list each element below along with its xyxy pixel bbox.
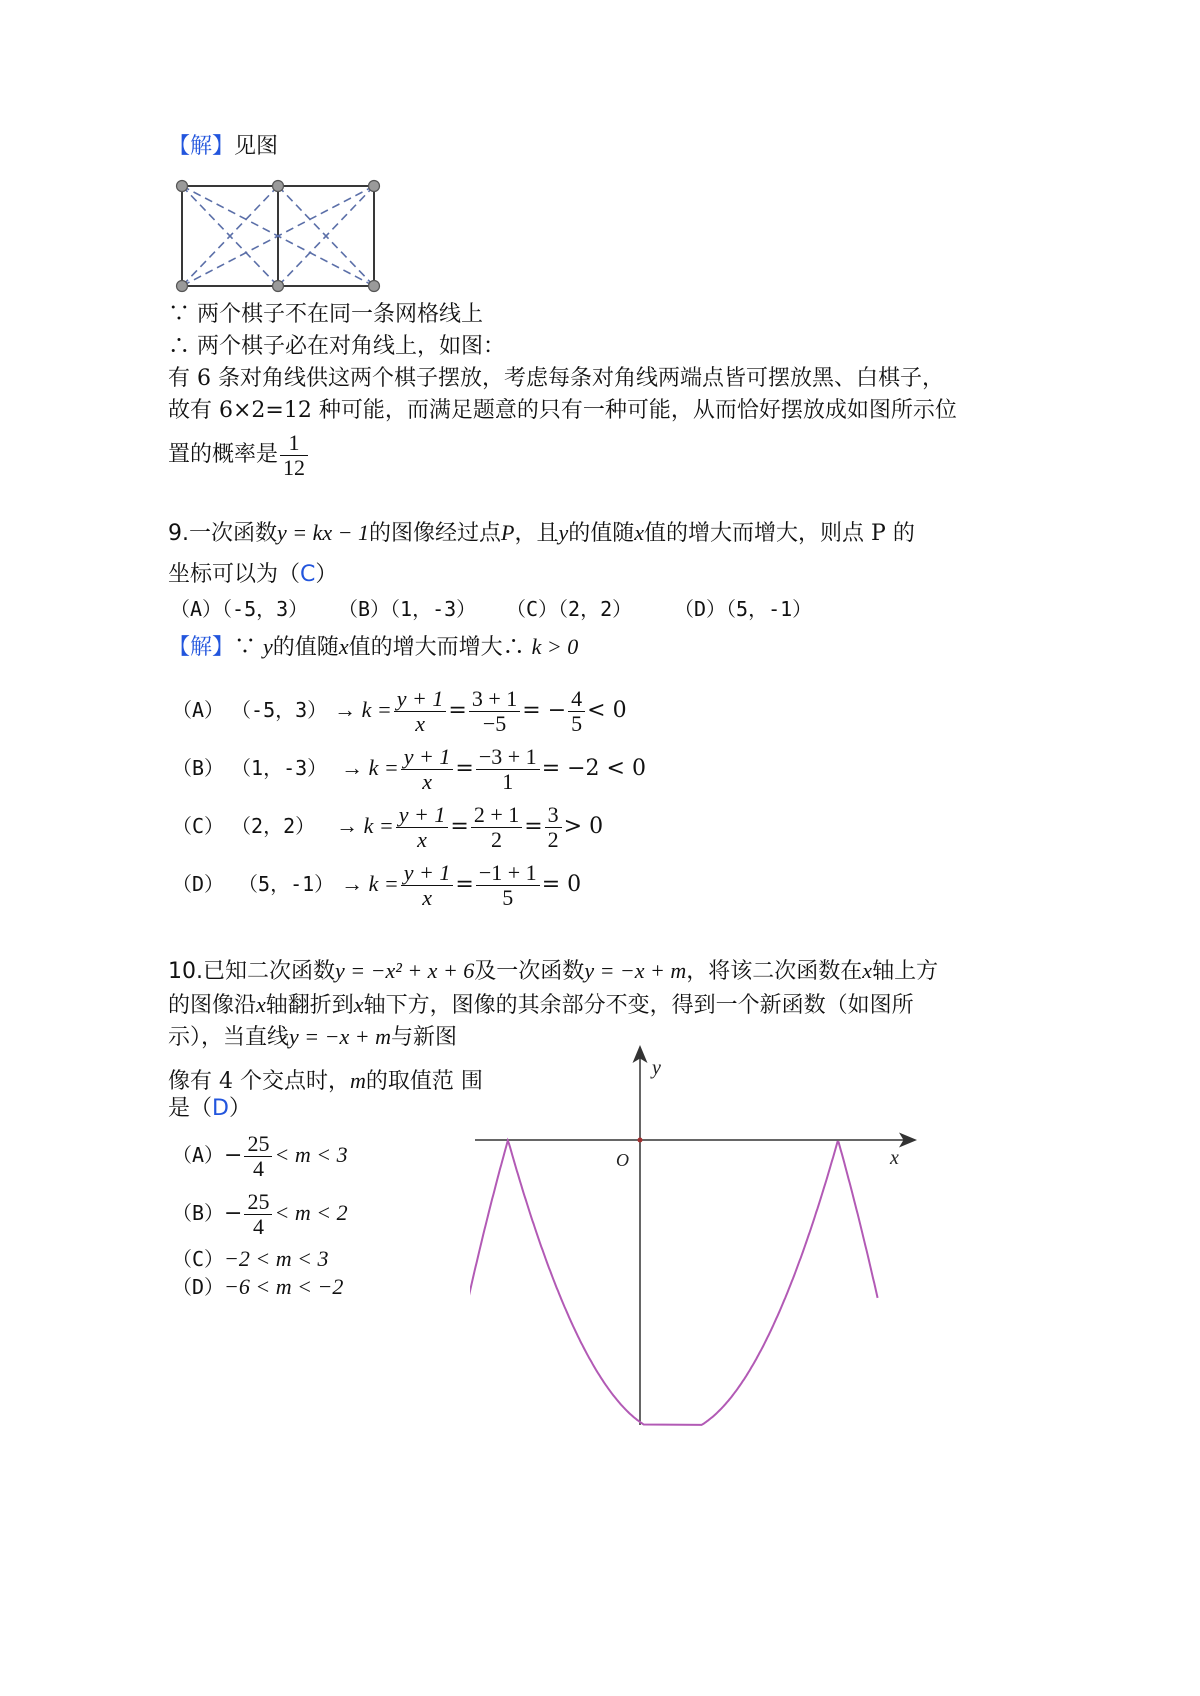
answer-10: D — [212, 1096, 229, 1121]
q10-option-b: （B）− $\frac{25}{4}$ < m < 2 — [172, 1188, 348, 1239]
question-10-stem-4: 像有 4 个交点时，m的取值范 围 — [168, 1068, 483, 1094]
line-equation: y = −x + m — [584, 958, 687, 983]
folded-parabola-graph — [470, 1040, 930, 1430]
q10-option-a: （A）− $\frac{25}{4}$ < m < 3 — [172, 1130, 348, 1181]
option-a: （A）（-5，3） — [170, 597, 309, 621]
question-9-stem-2: 坐标可以为（C） — [168, 562, 338, 587]
q9-row-b: （B） （1，-3） → k = $\frac{y + 1}{x}$ = $\frac{-3 + 1}{1}$ = −2 < 0 — [172, 743, 646, 794]
q10-option-d: （D）−6 < m < −2 — [172, 1274, 344, 1299]
x-axis-label: x — [890, 1147, 899, 1169]
probability-text: 置的概率是 — [168, 442, 279, 467]
q10-option-c: （C）−2 < m < 3 — [172, 1246, 329, 1271]
new-function-curve — [470, 1141, 878, 1425]
quadratic-equation: y = −x² + x + 6 — [335, 958, 475, 983]
chess-diagonal-diagram — [168, 176, 392, 294]
origin-label: O — [616, 1150, 629, 1170]
q9-row-c: （C） （2，2） → k = $\frac{y + 1}{x}$ = $\frac{2 + 1}{2}$ = $\frac{3}{2}$ > 0 — [172, 801, 604, 852]
origin-point — [638, 1138, 643, 1143]
linear-equation: y = kx − 1 — [277, 520, 370, 545]
answer-9: C — [300, 562, 316, 587]
q9-row-a: （A） （-5，3） → k = $\frac{y + 1}{x}$ = $\frac{3 + 1}{-5}$ = − $\frac{4}{5}$ < 0 — [172, 685, 627, 736]
probability-fraction: $\frac{1}{12}$ — [280, 431, 308, 480]
paragraph-line-1: 有 6 条对角线供这两个棋子摆放，考虑每条对角线两端点皆可摆放黑、白棋子， — [168, 366, 944, 391]
option-d: （D）（5，-1） — [674, 597, 813, 621]
solution-8-header — [168, 132, 278, 162]
q9-row-d: （D） （5，-1） → k = $\frac{y + 1}{x}$ = $\frac{-1 + 1}{5}$ = 0 — [172, 859, 582, 910]
option-c: （C）（2，2） — [506, 597, 633, 621]
therefore-line: ∴ 两个棋子必在对角线上，如图： — [168, 334, 505, 359]
see-figure-text: 见图 — [234, 134, 279, 159]
paragraph-line-2: 故有 6×2=12 种可能，而满足题意的只有一种可能，从而恰好摆放成如图所示位 — [168, 398, 957, 423]
option-b: （B）（1，-3） — [338, 597, 477, 621]
question-10-stem: 10.已知二次函数y = −x² + x + 6及一次函数y = −x + m，将该二次函数在x轴上方 — [168, 958, 939, 984]
q9-solution-header: 【解】∵ y的值随x值的增大而增大∴ k > 0 — [168, 634, 579, 660]
question-10-stem-5: 是（D） — [168, 1096, 251, 1121]
q9-options — [170, 594, 812, 624]
because-line: ∵ 两个棋子不在同一条网格线上 — [168, 302, 483, 327]
y-axis-label: y — [652, 1057, 661, 1079]
solution-label: 【解】 — [168, 134, 235, 159]
question-10-stem-3: 示），当直线y = −x + m与新图 — [168, 1024, 457, 1050]
question-9-stem: 9.一次函数y = kx − 1的图像经过点P，且y的值随x值的增大而增大，则点 P 的 — [168, 520, 915, 546]
paragraph-line-3 — [168, 430, 310, 480]
question-10-stem-2: 的图像沿x轴翻折到x轴下方，图像的其余部分不变，得到一个新函数（如图所 — [168, 992, 914, 1018]
